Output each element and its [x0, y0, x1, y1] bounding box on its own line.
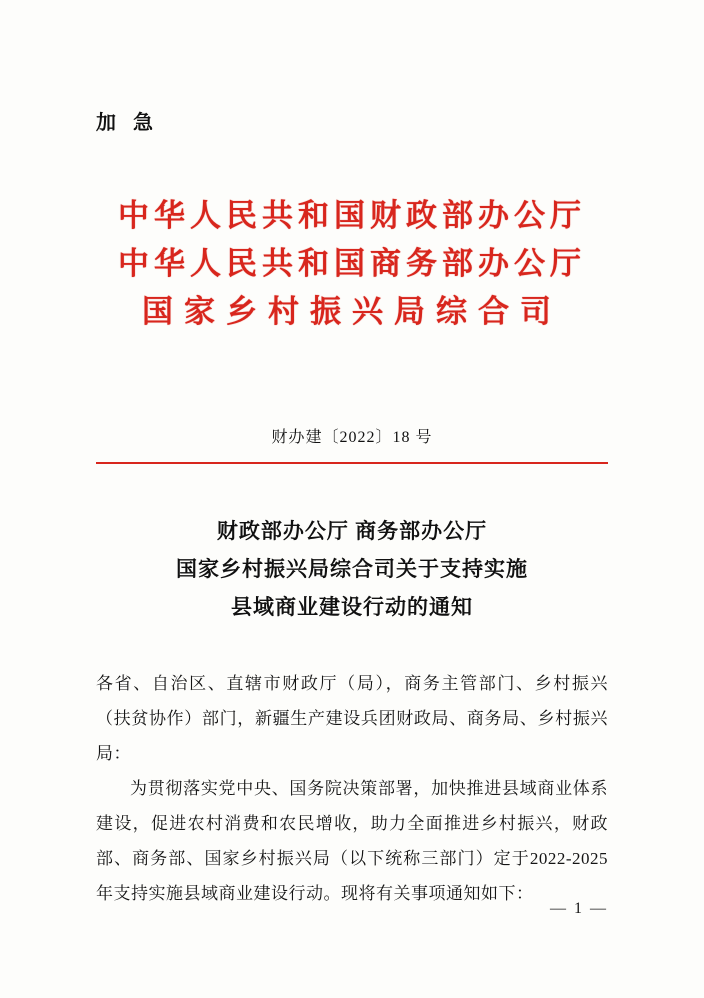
urgency-label: 加 急: [96, 112, 159, 134]
document-body: [96, 666, 608, 911]
title-line-2: 国家乡村振兴局综合司关于支持实施: [176, 557, 528, 581]
body-paragraph-intro: 为贯彻落实党中央、国务院决策部署，加快推进县域商业体系建设，促进农村消费和农民增收，助力全面推进乡村振兴，财政部、商务部、国家乡村振兴局（以下统称三部门）定于2022-2025年支持实施县域商业建设行动。现将有关事项通知如下：: [96, 779, 608, 903]
document-title: [0, 512, 704, 626]
title-line-3: 县域商业建设行动的通知: [231, 595, 473, 619]
page-number: — 1 —: [550, 900, 608, 917]
masthead-line-1: 中华人民共和国财政部办公厅: [118, 198, 586, 233]
title-line-1: 财政部办公厅 商务部办公厅: [216, 519, 488, 543]
masthead: [0, 192, 704, 336]
masthead-line-3: 国家乡村振兴局综合司: [142, 294, 562, 329]
body-paragraph-addressee: 各省、自治区、直辖市财政厅（局），商务主管部门、乡村振兴（扶贫协作）部门，新疆生产建设兵团财政局、商务局、乡村振兴局：: [96, 674, 608, 763]
masthead-line-2: 中华人民共和国商务部办公厅: [118, 246, 586, 281]
document-number: 财办建〔2022〕18 号: [271, 429, 433, 446]
red-separator-rule: [96, 462, 608, 464]
